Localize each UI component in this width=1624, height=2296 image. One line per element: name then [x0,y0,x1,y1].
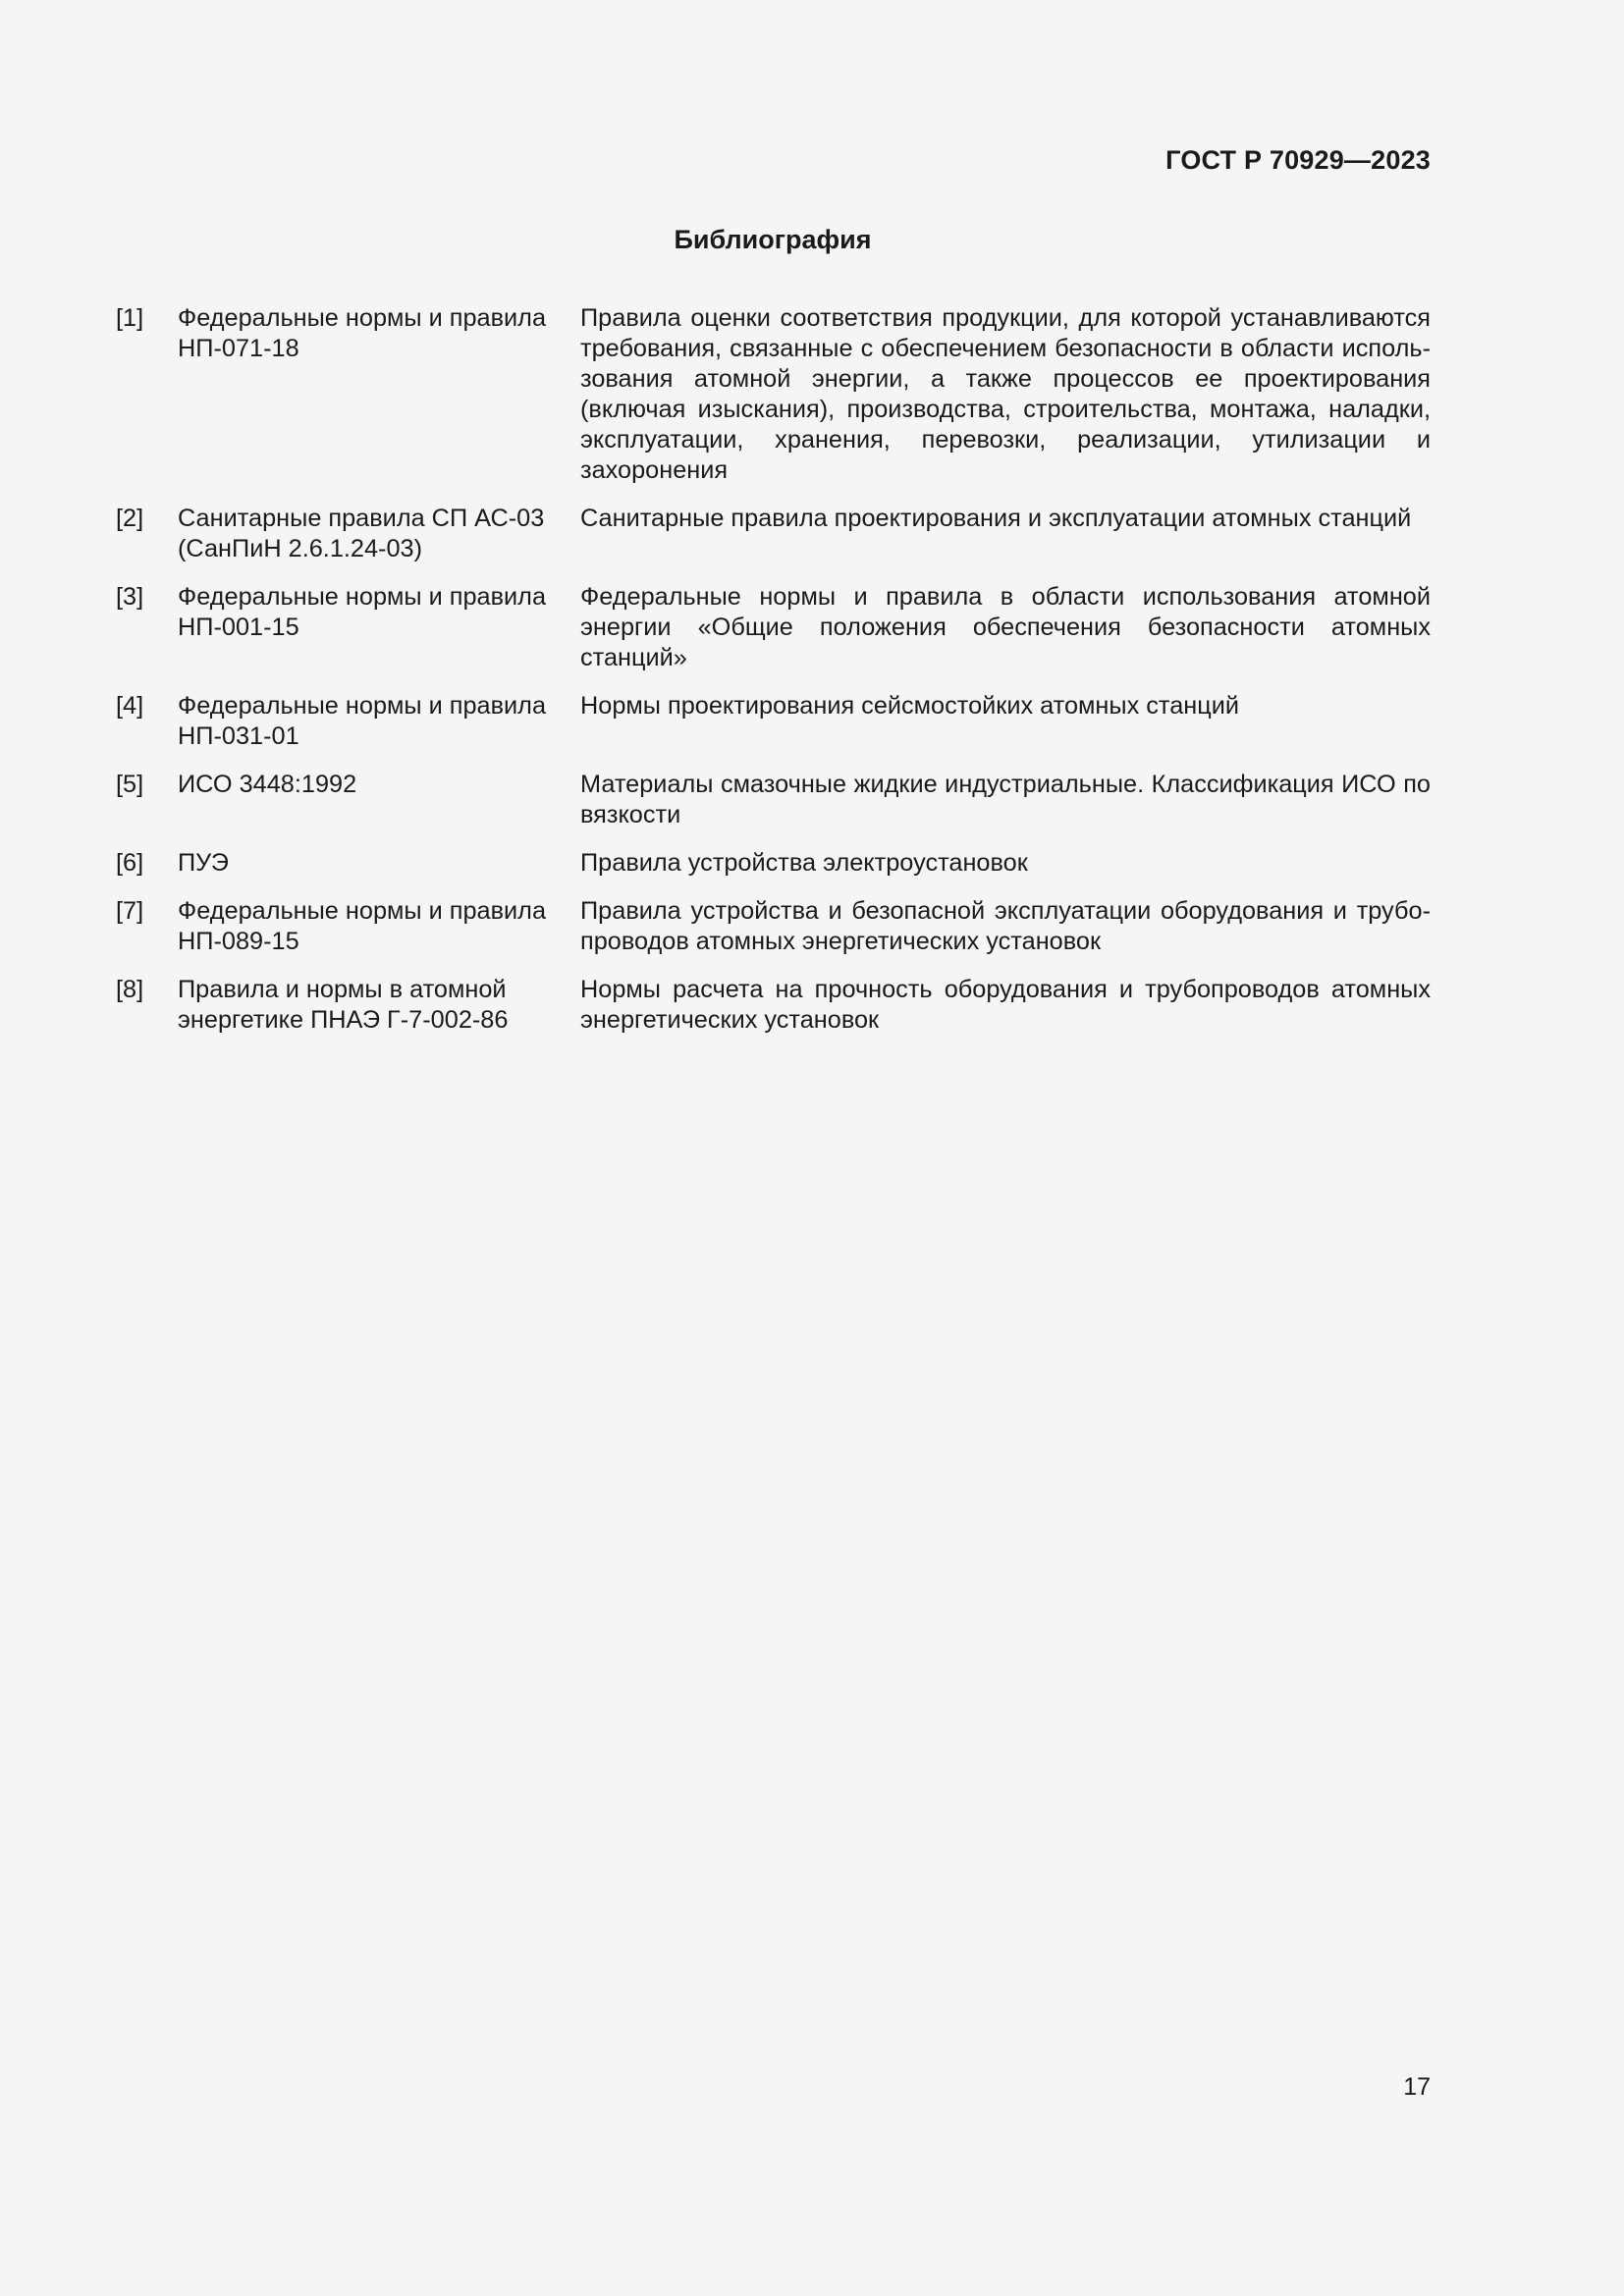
entry-document-line: ПУЭ [178,849,229,877]
entry-document [178,504,580,564]
entry-document-line: Санитарные правила СП АС-03 [178,505,545,532]
entry-document-line: ИСО 3448:1992 [178,771,357,798]
entry-document-line: Правила и нормы в атомной [178,976,507,1003]
entry-title: Материалы смазочные жидкие индустриальные. Классификация ИСО по вязкости [580,771,1431,828]
entry-number: [6] [116,849,144,877]
entry-number: [2] [116,505,144,532]
entry-document-line: Федеральные нормы и правила [178,692,547,720]
entry-number: [7] [116,897,144,925]
entry-document [178,303,580,364]
bibliography-list [116,303,1431,1053]
entry-document-line: (СанПиН 2.6.1.24-03) [178,535,423,562]
bibliography-entry [116,504,1431,564]
entry-document-line: Федеральные нормы и правила [178,304,547,332]
bibliography-entry [116,896,1431,957]
bibliography-entry [116,770,1431,830]
bibliography-entry [116,303,1431,486]
page-number: 17 [1403,2073,1431,2101]
entry-document [178,848,580,879]
entry-number: [5] [116,771,144,798]
entry-title: Санитарные правила проектирования и эксплуатации атомных станций [580,505,1412,532]
entry-document-line: НП-031-01 [178,722,299,750]
entry-document-line: Федеральные нормы и правила [178,583,547,611]
bibliography-entry [116,582,1431,673]
entry-document [178,896,580,957]
entry-number: [8] [116,976,144,1003]
entry-document [178,691,580,752]
bibliography-entry [116,975,1431,1036]
entry-document [178,770,580,800]
section-title: Библиография [674,225,872,254]
entry-document [178,975,580,1036]
entry-document [178,582,580,643]
entry-title: Правила устройства электроустановок [580,849,1028,877]
entry-document-line: НП-001-15 [178,614,299,641]
standard-code: ГОСТ Р 70929—2023 [1165,145,1431,175]
entry-number: [1] [116,304,144,332]
entry-document-line: Федеральные нормы и правила [178,897,547,925]
entry-document-line: энергетике ПНАЭ Г-7-002-86 [178,1006,509,1034]
bibliography-entry [116,848,1431,879]
entry-number: [4] [116,692,144,720]
entry-document-line: НП-071-18 [178,335,299,362]
entry-title: Федеральные нормы и правила в области использования атомной энергии «Общие положения обеспечения безопасности атомных станций» [580,583,1431,671]
entry-document-line: НП-089-15 [178,928,299,955]
entry-number: [3] [116,583,144,611]
entry-title: Нормы проектирования сейсмостойких атомных станций [580,692,1239,720]
entry-title: Правила оценки соответствия продукции, для которой устанавливаются требования, связанные с обеспечением безопасности в области использования атомной энергии, а также процессов ее проектирования (включая изыскания), производства, строительства, монтажа, наладки, эксплуатации, хранения, перевозки, реализации, утилизации и захоронения [580,304,1431,484]
entry-title: Нормы расчета на прочность оборудования и трубопроводов атомных энергетических установок [580,976,1431,1034]
bibliography-entry [116,691,1431,752]
entry-title: Правила устройства и безопасной эксплуатации оборудования и трубопроводов атомных энергетических установок [580,897,1431,955]
